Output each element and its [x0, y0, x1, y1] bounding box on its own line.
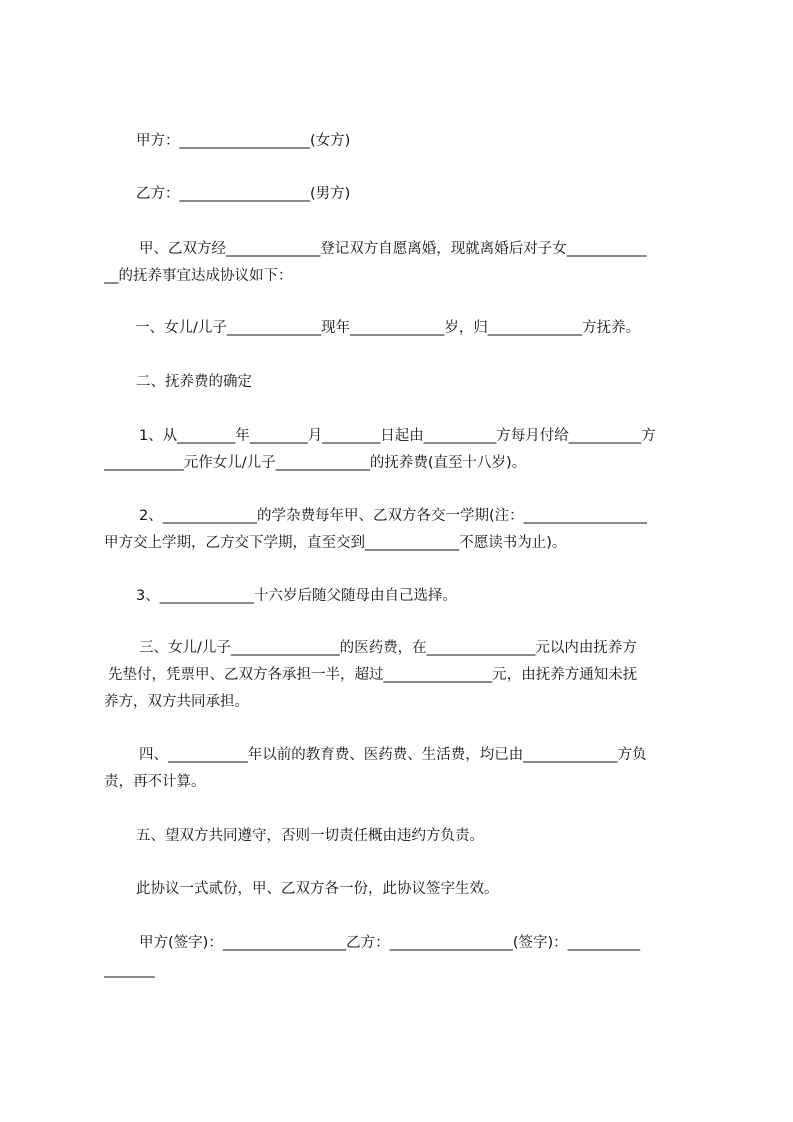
effect-clause-line: 此协议一式贰份，甲、乙双方各一份，此协议签字生效。 — [136, 881, 499, 897]
signature-line-2: _______ — [104, 962, 155, 978]
clause-2-2-line-1: 2、_____________的学杂费每年甲、乙双方各交一学期(注：_________________ — [139, 508, 647, 524]
signature-line-1: 甲方(签字)：_________________乙方：_________________(签字)：__________ — [139, 935, 641, 951]
clause-2-3-line: 3、_____________十六岁后随父随母由自己选择。 — [136, 588, 457, 604]
clause-2-heading: 二、抚养费的确定 — [136, 374, 252, 390]
clause-2-2-line-2: 甲方交上学期，乙方交下学期，直至交到_____________不愿读书为止)。 — [104, 535, 567, 551]
party-b-line: 乙方：__________________(男方) — [136, 186, 351, 202]
clause-3-line-3: 养方，双方共同承担。 — [104, 694, 249, 710]
clause-4-line-1: 四、___________年以前的教育费、医药费、生活费，均已由_____________方负 — [139, 747, 647, 763]
clause-1-line: 一、女儿/儿子_____________现年_____________岁，归_____________方抚养。 — [135, 320, 641, 336]
clause-3-line-1: 三、女儿/儿子_______________的医药费，在_______________元以内由抚养方 — [139, 640, 637, 656]
clause-2-1-line-1: 1、从________年________月________日起由__________方每月付给__________方 — [139, 428, 656, 444]
clause-4-line-2: 责，再不计算。 — [104, 774, 206, 790]
intro-line-1: 甲、乙双方经_____________登记双方自愿离婚，现就离婚后对子女___________ — [139, 241, 647, 257]
intro-line-2: __的抚养事宜达成协议如下： — [104, 268, 293, 284]
clause-5-line: 五、望双方共同遵守，否则一切责任概由违约方负责。 — [136, 828, 484, 844]
clause-2-1-line-2: ___________元作女儿/儿子_____________的抚养费(直至十八岁)。 — [104, 455, 527, 471]
party-a-line: 甲方：__________________(女方) — [136, 133, 351, 149]
clause-3-line-2: 先垫付，凭票甲、乙双方各承担一半，超过_______________元，由抚养方通知未抚 — [108, 667, 638, 683]
